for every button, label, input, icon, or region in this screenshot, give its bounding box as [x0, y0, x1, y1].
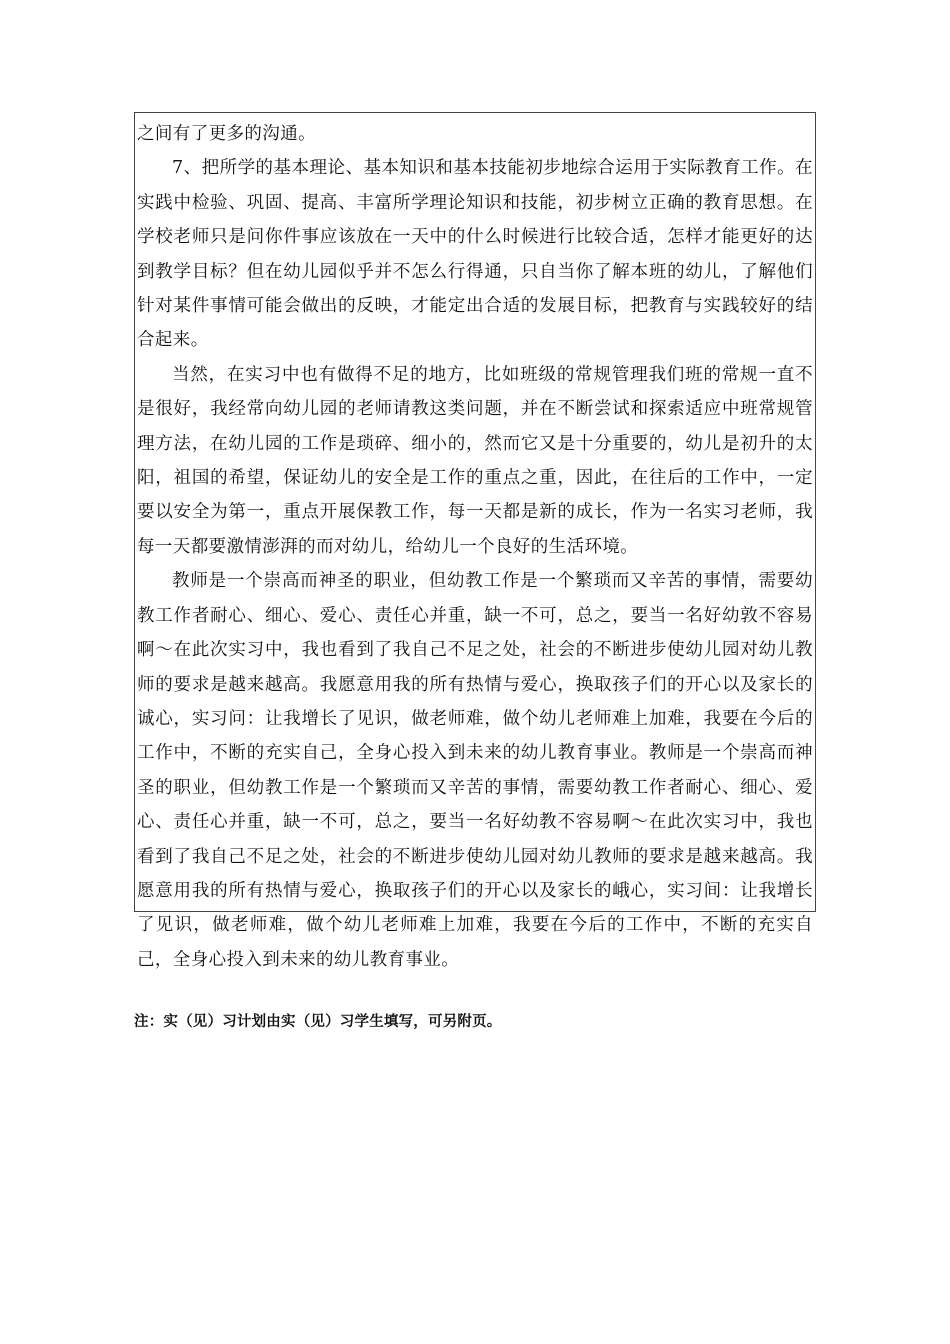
paragraph-shortcomings: 当然，在实习中也有做得不足的地方，比如班级的常规管理我们班的常规一直不是很好，我经常向幼儿园的老师请教这类问题，并在不断尝试和探索适应中班常规管理方法，在幼儿园的工作是琐碎、细小的，然而它又是十分重要的，幼儿是初升的太阳，祖国的希望，保证幼儿的安全是工作的重点之重，因此，在往后的工作中，一定要以安全为第一，重点开展保教工作，每一天都是新的成长，作为一名实习老师，我每一天都要激情澎湃的而对幼儿，给幼儿一个良好的生活环境。 [137, 364, 813, 557]
paragraph-conclusion: 教师是一个崇高而神圣的职业，但幼教工作是一个繁琐而又辛苦的事情，需要幼教工作者耐心、细心、爱心、责任心并重，缺一不可，总之，要当一名好幼敦不容易啊〜在此次实习中，我也看到了我自己不足之处，社会的不断进步使幼儿园对幼儿教师的要求是越来越高。我愿意用我的所有热情与爱心，换取孩子们的开心以及家长的诚心，实习问：让我增长了见识，做老师难，做个幼儿老师难上加难，我要在今后的工作中，不断的充实自己，全身心投入到未来的幼儿教育事业。教师是一个崇高而神圣的职业，但幼教工作是一个繁琐而又辛苦的事情，需要幼教工作者耐心、细心、爱心、责任心并重，缺一不可，总之，要当一名好幼教不容易啊〜在此次实习中，我也看到了我自己不足之处，社会的不断进步使幼儿园对幼儿教师的要求是越来越高。我愿意用我的所有热情与爱心，换取孩子们的开心以及家长的峨心，实习间：让我增长了见识，做老师难，做个幼儿老师难上加难，我要在今后的工作中，不断的充实自己，全身心投入到未来的幼儿教育事业。 [137, 571, 813, 970]
paragraph-continuation: 之间有了更多的沟通。 [137, 124, 316, 144]
content-box [134, 112, 816, 970]
paragraph-item-7: 7、把所学的基本理论、基本知识和基本技能初步地综合运用于实际教育工作。在实践中检验、巩固、提高、丰富所学理论知识和技能，初步树立正确的教育思想。在学校老师只是问你件事应该放在一天中的什么时候进行比较合适，怎样才能更好的达到教学目标？但在幼儿园似乎并不怎么行得通，只自当你了解本班的幼儿，了解他们针对某件事情可能会做出的反映，才能定出合适的发展目标，把教育与实践较好的结合起来。 [137, 158, 813, 351]
footnote: 注：实（见）习计划由实（见）习学生填写，可另附页。 [134, 1014, 502, 1030]
